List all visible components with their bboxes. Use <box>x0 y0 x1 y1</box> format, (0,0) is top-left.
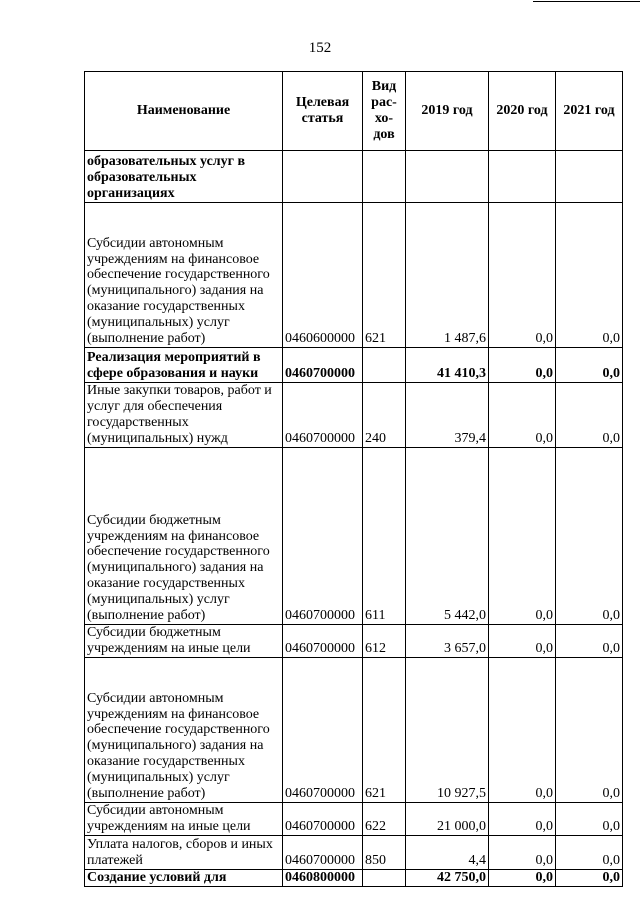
cell-2019: 41 410,3 <box>406 348 489 383</box>
cell-2020: 0,0 <box>489 448 556 625</box>
cell-name: Субсидии автономным учреждениям на иные цели <box>85 803 283 836</box>
cell-2019: 379,4 <box>406 383 489 448</box>
cell-name: Субсидии автономным учреждениям на финансовое обеспечение государственного (муниципального) задания на оказание государственных (муниципальных) услуг (выполнение работ) <box>85 658 283 803</box>
cell-2021: 0,0 <box>556 836 623 870</box>
cell-2019: 10 927,5 <box>406 658 489 803</box>
cell-target-code: 0460700000 <box>283 836 363 870</box>
cell-2020: 0,0 <box>489 203 556 348</box>
table-row <box>85 151 623 203</box>
cell-2021 <box>556 151 623 203</box>
cell-2019: 42 750,0 <box>406 870 489 887</box>
cell-expense-type <box>363 348 406 383</box>
header-name: Наименование <box>85 72 283 151</box>
table-row <box>85 836 623 870</box>
cell-2020: 0,0 <box>489 625 556 658</box>
cell-target-code: 0460700000 <box>283 625 363 658</box>
cell-2020 <box>489 151 556 203</box>
cell-expense-type: 621 <box>363 658 406 803</box>
cell-2020: 0,0 <box>489 836 556 870</box>
table-row <box>85 448 623 625</box>
top-rule <box>533 1 640 2</box>
cell-2020: 0,0 <box>489 870 556 887</box>
table-row <box>85 348 623 383</box>
cell-2021: 0,0 <box>556 348 623 383</box>
cell-expense-type <box>363 151 406 203</box>
cell-2020: 0,0 <box>489 348 556 383</box>
cell-expense-type: 850 <box>363 836 406 870</box>
cell-expense-type: 611 <box>363 448 406 625</box>
cell-2019: 5 442,0 <box>406 448 489 625</box>
cell-2019: 3 657,0 <box>406 625 489 658</box>
cell-target-code: 0460700000 <box>283 383 363 448</box>
cell-2020: 0,0 <box>489 383 556 448</box>
cell-2021: 0,0 <box>556 803 623 836</box>
header-type: Вид рас-хо-дов <box>363 72 406 151</box>
cell-target-code: 0460700000 <box>283 803 363 836</box>
cell-2019: 21 000,0 <box>406 803 489 836</box>
cell-2021: 0,0 <box>556 203 623 348</box>
cell-name: Иные закупки товаров, работ и услуг для обеспечения государственных (муниципальных) нужд <box>85 383 283 448</box>
cell-expense-type: 240 <box>363 383 406 448</box>
cell-2021: 0,0 <box>556 625 623 658</box>
table-row <box>85 870 623 887</box>
header-2020: 2020 год <box>489 72 556 151</box>
table-row <box>85 203 623 348</box>
cell-2020: 0,0 <box>489 803 556 836</box>
cell-2019: 1 487,6 <box>406 203 489 348</box>
table-row <box>85 625 623 658</box>
cell-name: Уплата налогов, сборов и иных платежей <box>85 836 283 870</box>
cell-target-code <box>283 151 363 203</box>
table-row <box>85 383 623 448</box>
header-code: Целевая статья <box>283 72 363 151</box>
cell-2020: 0,0 <box>489 658 556 803</box>
cell-name: Реализация мероприятий в сфере образования и науки <box>85 348 283 383</box>
cell-target-code: 0460600000 <box>283 203 363 348</box>
cell-expense-type <box>363 870 406 887</box>
cell-expense-type: 622 <box>363 803 406 836</box>
cell-2021: 0,0 <box>556 870 623 887</box>
budget-table <box>84 71 623 887</box>
cell-name: Создание условий для <box>85 870 283 887</box>
cell-2021: 0,0 <box>556 383 623 448</box>
cell-expense-type: 612 <box>363 625 406 658</box>
cell-name: Субсидии бюджетным учреждениям на иные цели <box>85 625 283 658</box>
table-header-row <box>85 72 623 151</box>
cell-target-code: 0460800000 <box>283 870 363 887</box>
cell-name: образовательных услуг в образовательных организациях <box>85 151 283 203</box>
cell-2021: 0,0 <box>556 658 623 803</box>
table-row <box>85 658 623 803</box>
page-number: 152 <box>308 40 332 56</box>
header-2021: 2021 год <box>556 72 623 151</box>
cell-target-code: 0460700000 <box>283 348 363 383</box>
table-row <box>85 803 623 836</box>
cell-2019 <box>406 151 489 203</box>
cell-name: Субсидии бюджетным учреждениям на финансовое обеспечение государственного (муниципального) задания на оказание государственных (муниципальных) услуг (выполнение работ) <box>85 448 283 625</box>
cell-name: Субсидии автономным учреждениям на финансовое обеспечение государственного (муниципального) задания на оказание государственных (муниципальных) услуг (выполнение работ) <box>85 203 283 348</box>
cell-expense-type: 621 <box>363 203 406 348</box>
cell-2019: 4,4 <box>406 836 489 870</box>
cell-target-code: 0460700000 <box>283 658 363 803</box>
cell-target-code: 0460700000 <box>283 448 363 625</box>
header-2019: 2019 год <box>406 72 489 151</box>
cell-2021: 0,0 <box>556 448 623 625</box>
